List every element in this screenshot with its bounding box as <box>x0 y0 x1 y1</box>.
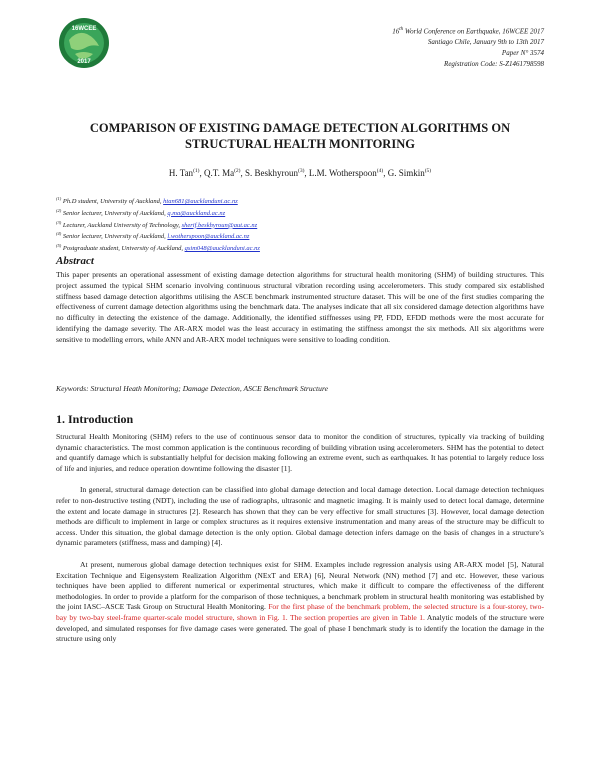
affiliation: $^{(5)}$ Postgraduate student, University of Auckland, gsim048@aucklanduni.ac.nz <box>56 243 260 253</box>
paragraph: At present, numerous global damage detection techniques exist for SHM. Examples include regression analysis using AR-ARX model [5], Natural Excitation Technique and Eigensystem Realization Algorithm (NExT and ERA) [6], Neural Network (NN) method [7] and etc. However, these various techniques have been applied to different numerical or experimental structures, which make it difficult to compare the effectiveness of the different methodologies. In order to provide a platform for the comparison of those techniques, a benchmark problem in structural health monitoring was established by the joint IASC–ASCE Task Group on Structural Health Monitoring. For the first phase of the benchmark problem, the selected structure is a four-storey, two-bay by two-bay steel-frame quarter-scale model structure, shown in Fig. 1. The section properties are given in Table 1. Analytic models of the structure were developed, and simulated responses for five damage cases were generated. The goal of phase I benchmark study is to identify the location the damage in the structure using only <box>56 559 544 644</box>
introduction-body <box>56 432 544 656</box>
abstract-heading: Abstract <box>56 255 94 267</box>
paper-number: Paper N° 3574 <box>501 49 544 58</box>
abstract-text: This paper presents an operational assessment of existing damage detection algorithms for structural health monitoring (SHM) of building structures. This project assumed the typical SHM scenario involving continuous structural vibration recording using accelerometers. This study compared six established stiffness based damage detection algorithms utilising the ASCE benchmark instrumented structure dataset. This will be one of the first studies comparing the effectiveness of current damage detection algorithms using the benchmark data. The analyses indicate that all six considered damage detection algorithms have no difficulty in detecting the existence of the damage. Additionally, the identified stiffnesses using PP, FDD, EFDD methods were the most accurate for identifying the damage severity. The AR-ARX model was the least accuracy in estimating the stiffness amongst the six methods. All six algorithms were sensitive to modelling errors, while ANN and AR-ARX model techniques were sensitive to loading condition. <box>56 270 544 344</box>
highlighted-text: For the first phase of the benchmark problem, the selected structure is a four-storey, two-bay by two-bay steel-frame quarter-scale model structure, shown in Fig. 1. The section properties are given in Table 1. <box>56 602 544 622</box>
logo-text: 16WCEE <box>71 26 97 32</box>
affiliation: $^{(1)}$ Ph.D student, University of Auckland, htan681@aucklanduni.ac.nz <box>56 196 238 206</box>
conference-globe-logo <box>57 16 111 70</box>
author: Q.T. Ma <box>203 168 235 178</box>
paper-title: COMPARISON OF EXISTING DAMAGE DETECTION ALGORITHMS ON STRUCTURAL HEALTH MONITORING <box>89 121 511 151</box>
affiliation: $^{(4)}$ Senior lecturer, University of Auckland, l.wotherspoon@auckland.ac.nz <box>56 231 250 241</box>
email-link[interactable]: sherif.beskhyroun@aut.ac.nz <box>181 221 258 229</box>
author: G. Simkin <box>387 168 425 178</box>
registration-code: Registration Code: S-Z1461798598 <box>444 60 544 69</box>
email-link[interactable]: htan681@aucklanduni.ac.nz <box>163 198 238 206</box>
affiliations <box>56 195 544 254</box>
logo-year: 2017 <box>77 59 91 65</box>
affiliation: $^{(3)}$ Lecturer, Auckland University of Technology, sherif.beskhyroun@aut.ac.nz <box>56 219 258 229</box>
author: S. Beskhyroun <box>244 168 298 178</box>
conference-line-2: Santiago Chile, January 9th to 13th 2017 <box>427 38 544 47</box>
paragraph: Structural Health Monitoring (SHM) refers to the use of continuous sensor data to monitor the condition of structures, typically via tracking of building dynamic characteristics. The most common application is the continuous recording of building vibration using accelerometers. SHM has the potential to detect and quantify damage which is substantially helpful for decision making following an extreme event, such as earthquakes. It has potential to largely reduce loss of life and injuries, and reduce operation downtime following the disaster [1]. <box>56 432 544 473</box>
email-link[interactable]: l.wotherspoon@auckland.ac.nz <box>167 233 250 241</box>
keywords: Keywords: Structural Heath Monitoring; Damage Detection, ASCE Benchmark Structure <box>56 384 328 393</box>
conference-line-1: 16th World Conference on Earthquake, 16WCEE 2017 <box>392 27 544 36</box>
paragraph: In general, structural damage detection can be classified into global damage detection and local damage detection. Local damage detection techniques refer to non-destructive testing (NDT), including the use of radiographs, ultrasonic and magnetic imaging. It is mainly used to detect local damage, determine the extent and locate damage in structures [2]. Research has shown that they can be very effective for small structures [3]. However, local damage detection methods are difficult to implement in large or complex structures as it requires extensive instrumentation and many areas of the structure may be difficult to access. Under this situation, the global damage detection is the only option. Global damage detection infers damage on the basis of changes in a structure’s dynamic parameters (stiffness, mass and damping) [4]. <box>56 485 544 548</box>
email-link[interactable]: gsim048@aucklanduni.ac.nz <box>184 245 260 253</box>
author: L.M. Wotherspoon <box>308 168 377 178</box>
author-list: H. Tan$^{(1)}$, Q.T. Ma$^{(2)}$, S. Beskhyroun$^{(3)}$, L.M. Wotherspoon$^{(4)}$, G. Simkin$^{(5)}$ <box>168 168 432 178</box>
conference-info <box>284 24 544 70</box>
section-heading-introduction: 1. Introduction <box>56 412 134 426</box>
author: H. Tan <box>168 168 194 178</box>
email-link[interactable]: q.ma@auckland.ac.nz <box>167 209 226 217</box>
affiliation: $^{(2)}$ Senior lecturer, University of Auckland, q.ma@auckland.ac.nz <box>56 207 226 217</box>
